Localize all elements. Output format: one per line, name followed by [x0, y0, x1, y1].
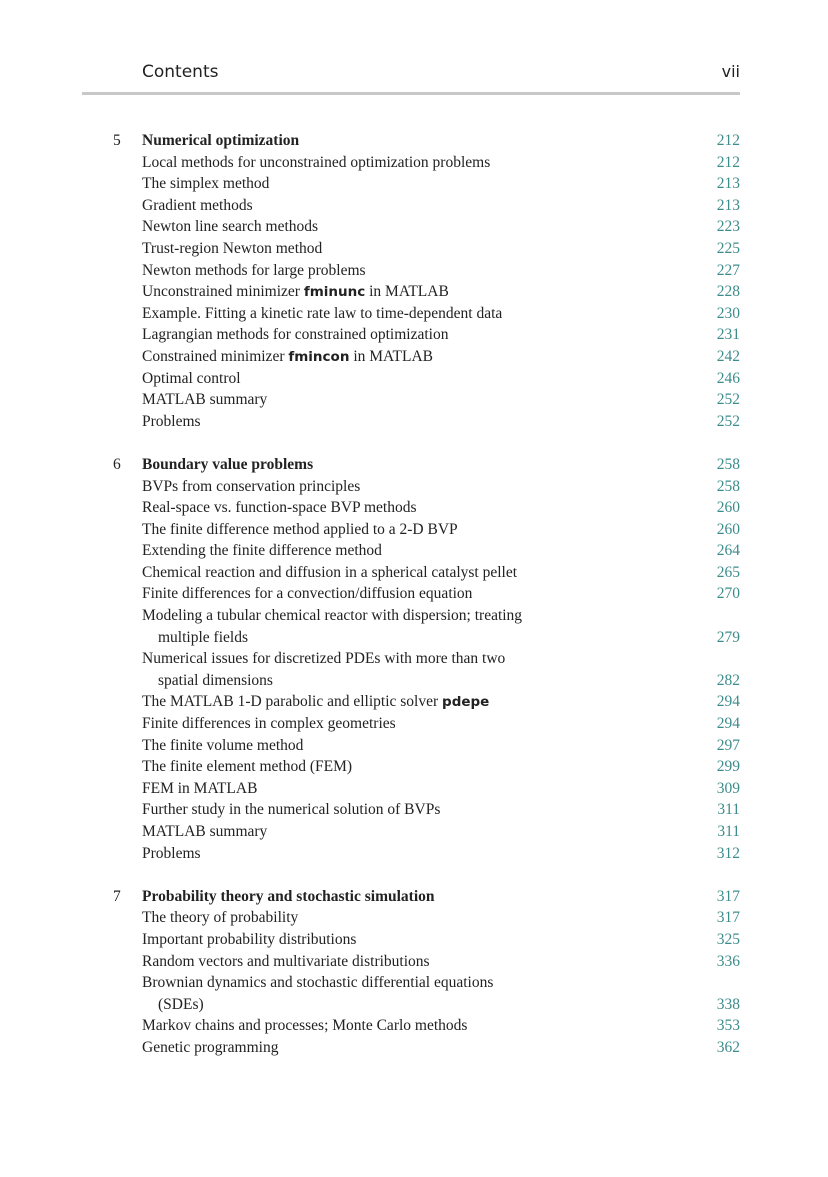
toc-entry-page: 309: [716, 779, 740, 797]
toc-entry-page: 270: [716, 585, 740, 603]
entry-text-before: The MATLAB 1-D parabolic and elliptic solver: [142, 693, 443, 711]
toc-entry-page: 223: [716, 218, 740, 236]
toc-entry: [0, 648, 828, 670]
chapter-number: 6: [113, 455, 121, 473]
chapter-heading: [0, 130, 828, 152]
toc-entry: [0, 713, 828, 735]
toc-entry-continuation: [0, 994, 828, 1016]
toc-entry-continuation: [0, 670, 828, 692]
toc-entry-page: 212: [716, 153, 740, 171]
toc-entry-title: Problems: [142, 412, 201, 430]
toc-entry-page: 294: [716, 693, 740, 711]
toc-entry: [0, 843, 828, 865]
chapter-page: 212: [716, 132, 740, 149]
toc-entry: [0, 540, 828, 562]
toc-entry-title: The theory of probability: [142, 909, 299, 927]
toc-entry: [0, 411, 828, 433]
toc-entry-page: 362: [716, 1038, 740, 1056]
chapter-title: Boundary value problems: [142, 455, 314, 473]
toc-entry-title-continued: multiple fields: [158, 628, 248, 646]
toc-entry-page: 311: [717, 801, 740, 819]
toc-entry: [0, 346, 828, 368]
toc-entry-page: 242: [716, 347, 740, 365]
table-of-contents: [0, 130, 828, 1080]
toc-entry: [0, 519, 828, 541]
toc-entry-title: Problems: [142, 844, 201, 862]
toc-entry-title: Modeling a tubular chemical reactor with dispersion; treating: [142, 607, 523, 625]
toc-entry: [0, 778, 828, 800]
toc-entry-page: 279: [716, 628, 740, 646]
toc-entry: [0, 821, 828, 843]
toc-entry-page: 225: [716, 239, 740, 257]
toc-entry-page: 258: [716, 477, 740, 495]
chapter-title: Probability theory and stochastic simulation: [142, 887, 435, 905]
entry-text-after: in MATLAB: [365, 283, 449, 301]
toc-entry: [0, 324, 828, 346]
toc-entry-title: FEM in MATLAB: [142, 779, 258, 797]
toc-entry-title: MATLAB summary: [142, 823, 268, 840]
toc-entry-page: 294: [716, 715, 740, 733]
toc-entry-page: 231: [716, 326, 740, 344]
toc-entry: [0, 476, 828, 498]
toc-entry: [0, 605, 828, 627]
chapter-page: 258: [716, 455, 740, 473]
toc-entry: [0, 173, 828, 195]
toc-entry: [0, 1015, 828, 1037]
toc-entry: [0, 562, 828, 584]
toc-entry-title: Optimal control: [142, 369, 241, 387]
toc-entry-page: 230: [716, 304, 740, 322]
chapter-number: 7: [113, 887, 121, 905]
toc-entry-title: Markov chains and processes; Monte Carlo methods: [142, 1017, 468, 1035]
chapter-heading: [0, 886, 828, 908]
toc-entry-page: 213: [716, 175, 740, 193]
toc-entry-title: Gradient methods: [142, 196, 253, 214]
toc-entry-title: BVPs from conservation principles: [142, 477, 361, 495]
toc-entry-page: 213: [716, 196, 740, 214]
matlab-function-name: fminunc: [303, 284, 366, 301]
toc-entry-title: Finite differences for a convection/diffusion equation: [142, 585, 473, 603]
toc-entry-title: Local methods for unconstrained optimization problems: [142, 153, 491, 171]
toc-entry-title: Further study in the numerical solution of BVPs: [142, 801, 441, 819]
toc-entry-title: Genetic programming: [142, 1038, 279, 1056]
toc-entry-title: Finite differences in complex geometries: [142, 715, 396, 733]
toc-entry: [0, 1037, 828, 1059]
toc-entry-page: 299: [716, 758, 740, 776]
chapter-block: [0, 886, 828, 1059]
toc-entry-title: [142, 281, 449, 304]
toc-entry-title: The simplex method: [142, 175, 270, 193]
toc-entry-title: [142, 691, 489, 714]
toc-entry-title: Lagrangian methods for constrained optimization: [142, 326, 449, 344]
entry-text-before: Constrained minimizer: [142, 347, 289, 365]
toc-entry: [0, 497, 828, 519]
toc-entry: [0, 368, 828, 390]
matlab-function-name: pdepe: [442, 694, 490, 711]
toc-entry-title: MATLAB summary: [142, 391, 268, 409]
chapter-page: 317: [716, 887, 740, 905]
toc-entry-title: Newton line search methods: [142, 218, 319, 236]
toc-entry-page: 353: [716, 1017, 740, 1035]
toc-entry-continuation: [0, 627, 828, 649]
running-header: [82, 0, 740, 95]
toc-entry-page: 260: [716, 499, 740, 517]
toc-entry: [0, 583, 828, 605]
toc-entry-page: 246: [716, 369, 740, 387]
toc-entry-title: [142, 346, 433, 369]
toc-entry-title: The finite volume method: [142, 736, 304, 754]
toc-entry-page: 325: [716, 930, 740, 948]
matlab-function-name: fmincon: [288, 348, 350, 365]
toc-entry-page: 336: [716, 952, 740, 970]
toc-entry-page: 264: [716, 542, 740, 560]
toc-entry: [0, 281, 828, 303]
toc-entry-page: 265: [716, 563, 740, 581]
chapter-block: [0, 130, 828, 432]
entry-text-before: Unconstrained minimizer: [142, 283, 304, 301]
toc-entry-page: 227: [716, 261, 740, 279]
toc-entry-page: 260: [716, 520, 740, 538]
chapter-block: [0, 454, 828, 864]
toc-entry: [0, 152, 828, 174]
chapter-heading: [0, 454, 828, 476]
chapter-number: 5: [113, 132, 121, 149]
toc-entry: [0, 303, 828, 325]
toc-entry: [0, 238, 828, 260]
running-header-title: Contents: [142, 62, 219, 82]
toc-entry: [0, 799, 828, 821]
toc-entry-page: 282: [716, 671, 740, 689]
toc-entry-title-continued: spatial dimensions: [158, 671, 273, 689]
toc-entry-title: The finite difference method applied to a 2-D BVP: [142, 520, 458, 538]
toc-entry: [0, 929, 828, 951]
page-number: vii: [721, 62, 740, 81]
toc-entry: [0, 260, 828, 282]
entry-text-after: in MATLAB: [349, 347, 433, 365]
toc-entry-page: 252: [716, 391, 740, 409]
toc-entry-page: 312: [716, 844, 740, 862]
toc-entry-page: 297: [716, 736, 740, 754]
toc-entry-title: The finite element method (FEM): [142, 758, 353, 776]
toc-entry-title: Newton methods for large problems: [142, 261, 366, 279]
toc-entry-title: Brownian dynamics and stochastic differential equations: [142, 974, 494, 992]
toc-entry-title: Example. Fitting a kinetic rate law to time-dependent data: [142, 304, 503, 322]
toc-entry-title: Extending the finite difference method: [142, 542, 382, 560]
toc-entry: [0, 389, 828, 411]
toc-entry-title: Real-space vs. function-space BVP methods: [142, 499, 417, 517]
toc-entry-title: Chemical reaction and diffusion in a spherical catalyst pellet: [142, 563, 518, 581]
toc-entry-title: Numerical issues for discretized PDEs with more than two: [142, 650, 506, 668]
toc-entry-title-continued: (SDEs): [158, 995, 204, 1013]
toc-entry: [0, 735, 828, 757]
toc-entry-page: 228: [716, 283, 740, 301]
toc-entry-title: Trust-region Newton method: [142, 239, 323, 257]
toc-entry-page: 317: [716, 909, 740, 927]
toc-entry-title: Random vectors and multivariate distributions: [142, 952, 430, 970]
toc-entry: [0, 951, 828, 973]
chapter-title: Numerical optimization: [142, 132, 300, 149]
toc-entry-page: 338: [716, 995, 740, 1013]
toc-entry: [0, 691, 828, 713]
toc-entry-page: 252: [716, 412, 740, 430]
toc-entry-title: Important probability distributions: [142, 930, 357, 948]
toc-entry: [0, 907, 828, 929]
toc-entry-page: 311: [717, 823, 740, 840]
toc-entry: [0, 195, 828, 217]
toc-entry: [0, 216, 828, 238]
toc-entry: [0, 972, 828, 994]
toc-entry: [0, 756, 828, 778]
